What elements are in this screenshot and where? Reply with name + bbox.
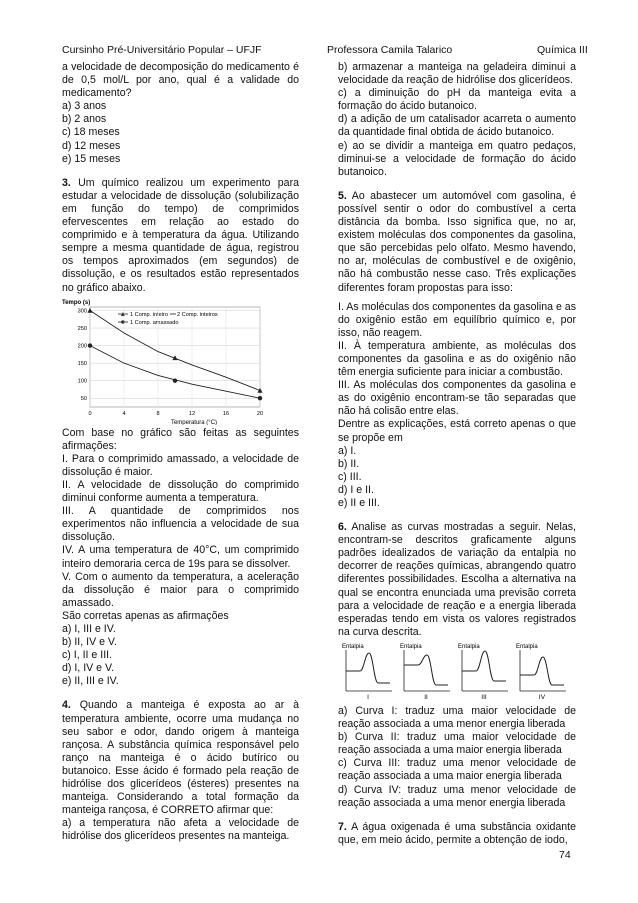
x-tick-label: 16 <box>222 410 230 417</box>
q6-text: 6. Analise as curvas mostradas a seguir. Nelas, encontram-se descritos graficamente alguns padrões idealizados de variação da entalpia no decorrer de reações químicas, abrangendo quatro diferentes possibilidades. Escolha a alternativa na qual se encontra enunciada uma previsão correta para a velocidade de reação e a energia liberada esperadas tendo em vista os valores registrados na curva descrita. <box>338 521 576 638</box>
q3-text: 3. Um químico realizou um experimento para estudar a velocidade de dissolução (solubilização em função do tempo) de comprimidos efervescentes em relação ao estado do comprimido e à temperatura da água. Utilizando sempre a mesma quantidade de água, registrou os tempos aproximados (em segundos) de dissolução, e os resultados estão representados no gráfico abaixo. <box>62 176 299 294</box>
q5-option: d) I e II. <box>338 483 374 496</box>
curve-label: IV <box>538 693 546 701</box>
q4-option: d) a adição de um catalisador acarreta o aumento da quantidade final obtida de ácido butanoico. <box>338 113 576 139</box>
data-point-triangle <box>257 388 262 393</box>
q5-statement: II. À temperatura ambiente, as moléculas dos componentes da gasolina e as do oxigênio não têm energia suficiente para iniciar a combustão. <box>338 339 576 379</box>
y-tick-label: 300 <box>77 308 87 315</box>
q4-option: a) a temperatura não afeta a velocidade de hidrólise dos glicerídeos presentes na manteiga. <box>62 817 299 843</box>
q5-option: a) I. <box>338 444 357 457</box>
data-point-circle <box>173 378 177 382</box>
x-tick-label: 8 <box>156 410 160 417</box>
legend-entry: 2 Comp. inteiros <box>177 311 218 318</box>
q3-option: a) I, III e IV. <box>62 623 116 635</box>
page-number: 74 <box>559 849 571 861</box>
y-tick-label: 50 <box>80 395 87 402</box>
q4-option: c) a diminuição do pH da manteiga evita a formação do ácido butanoico. <box>338 87 576 113</box>
curve-panel-2 <box>400 644 450 701</box>
legend-marker-circle <box>121 320 125 324</box>
x-tick-label: 20 <box>256 410 264 417</box>
curve-panel-4 <box>516 644 566 701</box>
curve-panel-3 <box>458 644 508 701</box>
q2-intro: a velocidade de decomposição do medicamento é de 0,5 mol/L por ano, qual é a validade do medicamento? <box>62 61 299 100</box>
q5-option: e) II e III. <box>338 497 380 509</box>
q6-option: d) Curva IV: traduz uma menor velocidade de reação associada a uma menor energia liberada <box>338 783 576 809</box>
curve-label: III <box>481 693 487 701</box>
q2-option: c) 18 meses <box>62 126 120 139</box>
q7-number: 7. <box>338 820 347 833</box>
q3-option: e) II, III e IV. <box>62 675 119 688</box>
q6-option: b) Curva II: traduz uma maior velocidade de reação associada a uma maior energia liberada <box>338 731 576 757</box>
q4-number: 4. <box>62 699 71 712</box>
x-tick-label: 12 <box>188 410 196 417</box>
q5-number: 5. <box>338 189 347 202</box>
x-tick-label: 0 <box>88 410 92 417</box>
q2-option: e) 15 meses <box>62 152 121 165</box>
x-tick-label: 4 <box>122 410 126 417</box>
left-column <box>62 61 299 844</box>
q5-statement: III. As moléculas dos componentes da gasolina e as do oxigênio encontram-se tão separadas que não há colisão entre elas. <box>338 379 576 418</box>
y-axis-label: Tempo (s) <box>62 299 91 306</box>
dissolution-chart <box>62 297 277 425</box>
legend-entry: 1 Comp. amassado <box>130 319 179 326</box>
q6-number: 6. <box>338 521 347 534</box>
q5-prompt: Dentre as explicações, está correto apenas o que se propõe em <box>338 418 576 444</box>
y-tick-label: 100 <box>77 378 87 385</box>
q4-text: 4. Quando a manteiga é exposta ao ar à temperatura ambiente, ocorre uma mudança no seu sabor e odor, dando origem à manteiga rançosa. A substância química responsável pelo ranço na manteiga é o ácido butírico ou butanoico. Esse ácido é formado pela reação de hidrólise dos glicerídeos (ésteres) presentes na manteiga. Considerando a total formação da manteiga rançosa, é CORRETO afirmar que: <box>62 699 299 817</box>
q3-statement: II. A velocidade de dissolução do comprimido diminui conforme aumenta a temperatura. <box>62 478 299 505</box>
q2-option: d) 12 meses <box>62 139 121 152</box>
enthalpy-axis-label: Entalpia <box>458 643 480 650</box>
q3-option: d) I, IV e V. <box>62 662 115 675</box>
series-line-2 <box>90 345 260 398</box>
enthalpy-axis-label: Entalpia <box>342 643 364 650</box>
curve-label: II <box>424 693 428 701</box>
q3-statement: IV. A uma temperatura de 40°C, um comprimido inteiro demoraria cerca de 19s para se dissolver. <box>62 544 299 570</box>
y-tick-label: 150 <box>77 360 87 367</box>
q3-after: Com base no gráfico são feitas as seguintes afirmações: <box>62 426 299 452</box>
curve-label: I <box>367 693 369 701</box>
q3-prompt: São corretas apenas as afirmações <box>62 609 229 622</box>
q4-option: b) armazenar a manteiga na geladeira diminui a velocidade da reação de hidrólise dos glicerídeos. <box>338 61 576 87</box>
q5-option: c) III. <box>338 470 362 483</box>
curve-panel-1 <box>342 644 392 701</box>
q3-statement: V. Com o aumento da temperatura, a aceleração da dissolução é maior para o comprimido amassado. <box>62 570 299 609</box>
y-tick-label: 200 <box>77 343 87 350</box>
q3-option: b) II, IV e V. <box>62 636 117 649</box>
q2-option: a) 3 anos <box>62 100 107 113</box>
q2-option: b) 2 anos <box>62 113 107 126</box>
enthalpy-axis-label: Entalpia <box>516 643 538 650</box>
q3-statement: I. Para o comprimido amassado, a velocidade de dissolução é maior. <box>62 452 299 478</box>
q3-statement: III. A quantidade de comprimidos nos experimentos não influencia a velocidade de sua dissolução. <box>62 505 299 544</box>
q3-option: c) I, II e III. <box>62 649 113 662</box>
q3-number: 3. <box>62 176 71 189</box>
right-column <box>338 61 576 847</box>
header-subject: Química III <box>537 44 588 56</box>
data-point-circle <box>258 396 262 400</box>
q7-text: 7. A água oxigenada é uma substância oxidante que, em meio ácido, permite a obtenção de iodo, <box>338 820 576 846</box>
legend-entry: 1 Comp. inteiro <box>130 311 168 318</box>
data-point-circle <box>88 343 92 347</box>
q5-text: 5. Ao abastecer um automóvel com gasolina, é possível sentir o odor do combustível a certa distância da bomba. Isso significa que, no ar, existem moléculas dos componentes da gasolina, que são percebidas pelo olfato. Mesmo havendo, no ar, moléculas de combustível e de oxigênio, não há combustão nesse caso. Três explicações diferentes foram propostas para isso: <box>338 189 577 294</box>
q4-option: e) ao se dividir a manteiga em quatro pedaços, diminui-se a velocidade de formação do ácido butanoico. <box>338 139 576 178</box>
q5-statement: I. As moléculas dos componentes da gasolina e as do oxigênio estão em equilíbrio químico e, por isso, não reagem. <box>338 300 576 339</box>
header-course: Cursinho Pré-Universitário Popular – UFJF <box>62 44 262 56</box>
q6-option: a) Curva I: traduz uma maior velocidade de reação associada a uma menor energia liberada <box>338 704 576 731</box>
chart-legend <box>118 312 218 326</box>
header-teacher: Professora Camila Talarico <box>327 44 453 56</box>
x-axis-label: Temperatura (°C) <box>170 419 218 425</box>
y-tick-label: 250 <box>77 325 87 332</box>
enthalpy-curves <box>338 641 576 701</box>
q6-option: c) Curva III: traduz uma menor velocidade de reação associada a uma maior energia liberada <box>338 757 576 783</box>
q5-option: b) II. <box>338 457 360 470</box>
enthalpy-axis-label: Entalpia <box>400 643 422 650</box>
